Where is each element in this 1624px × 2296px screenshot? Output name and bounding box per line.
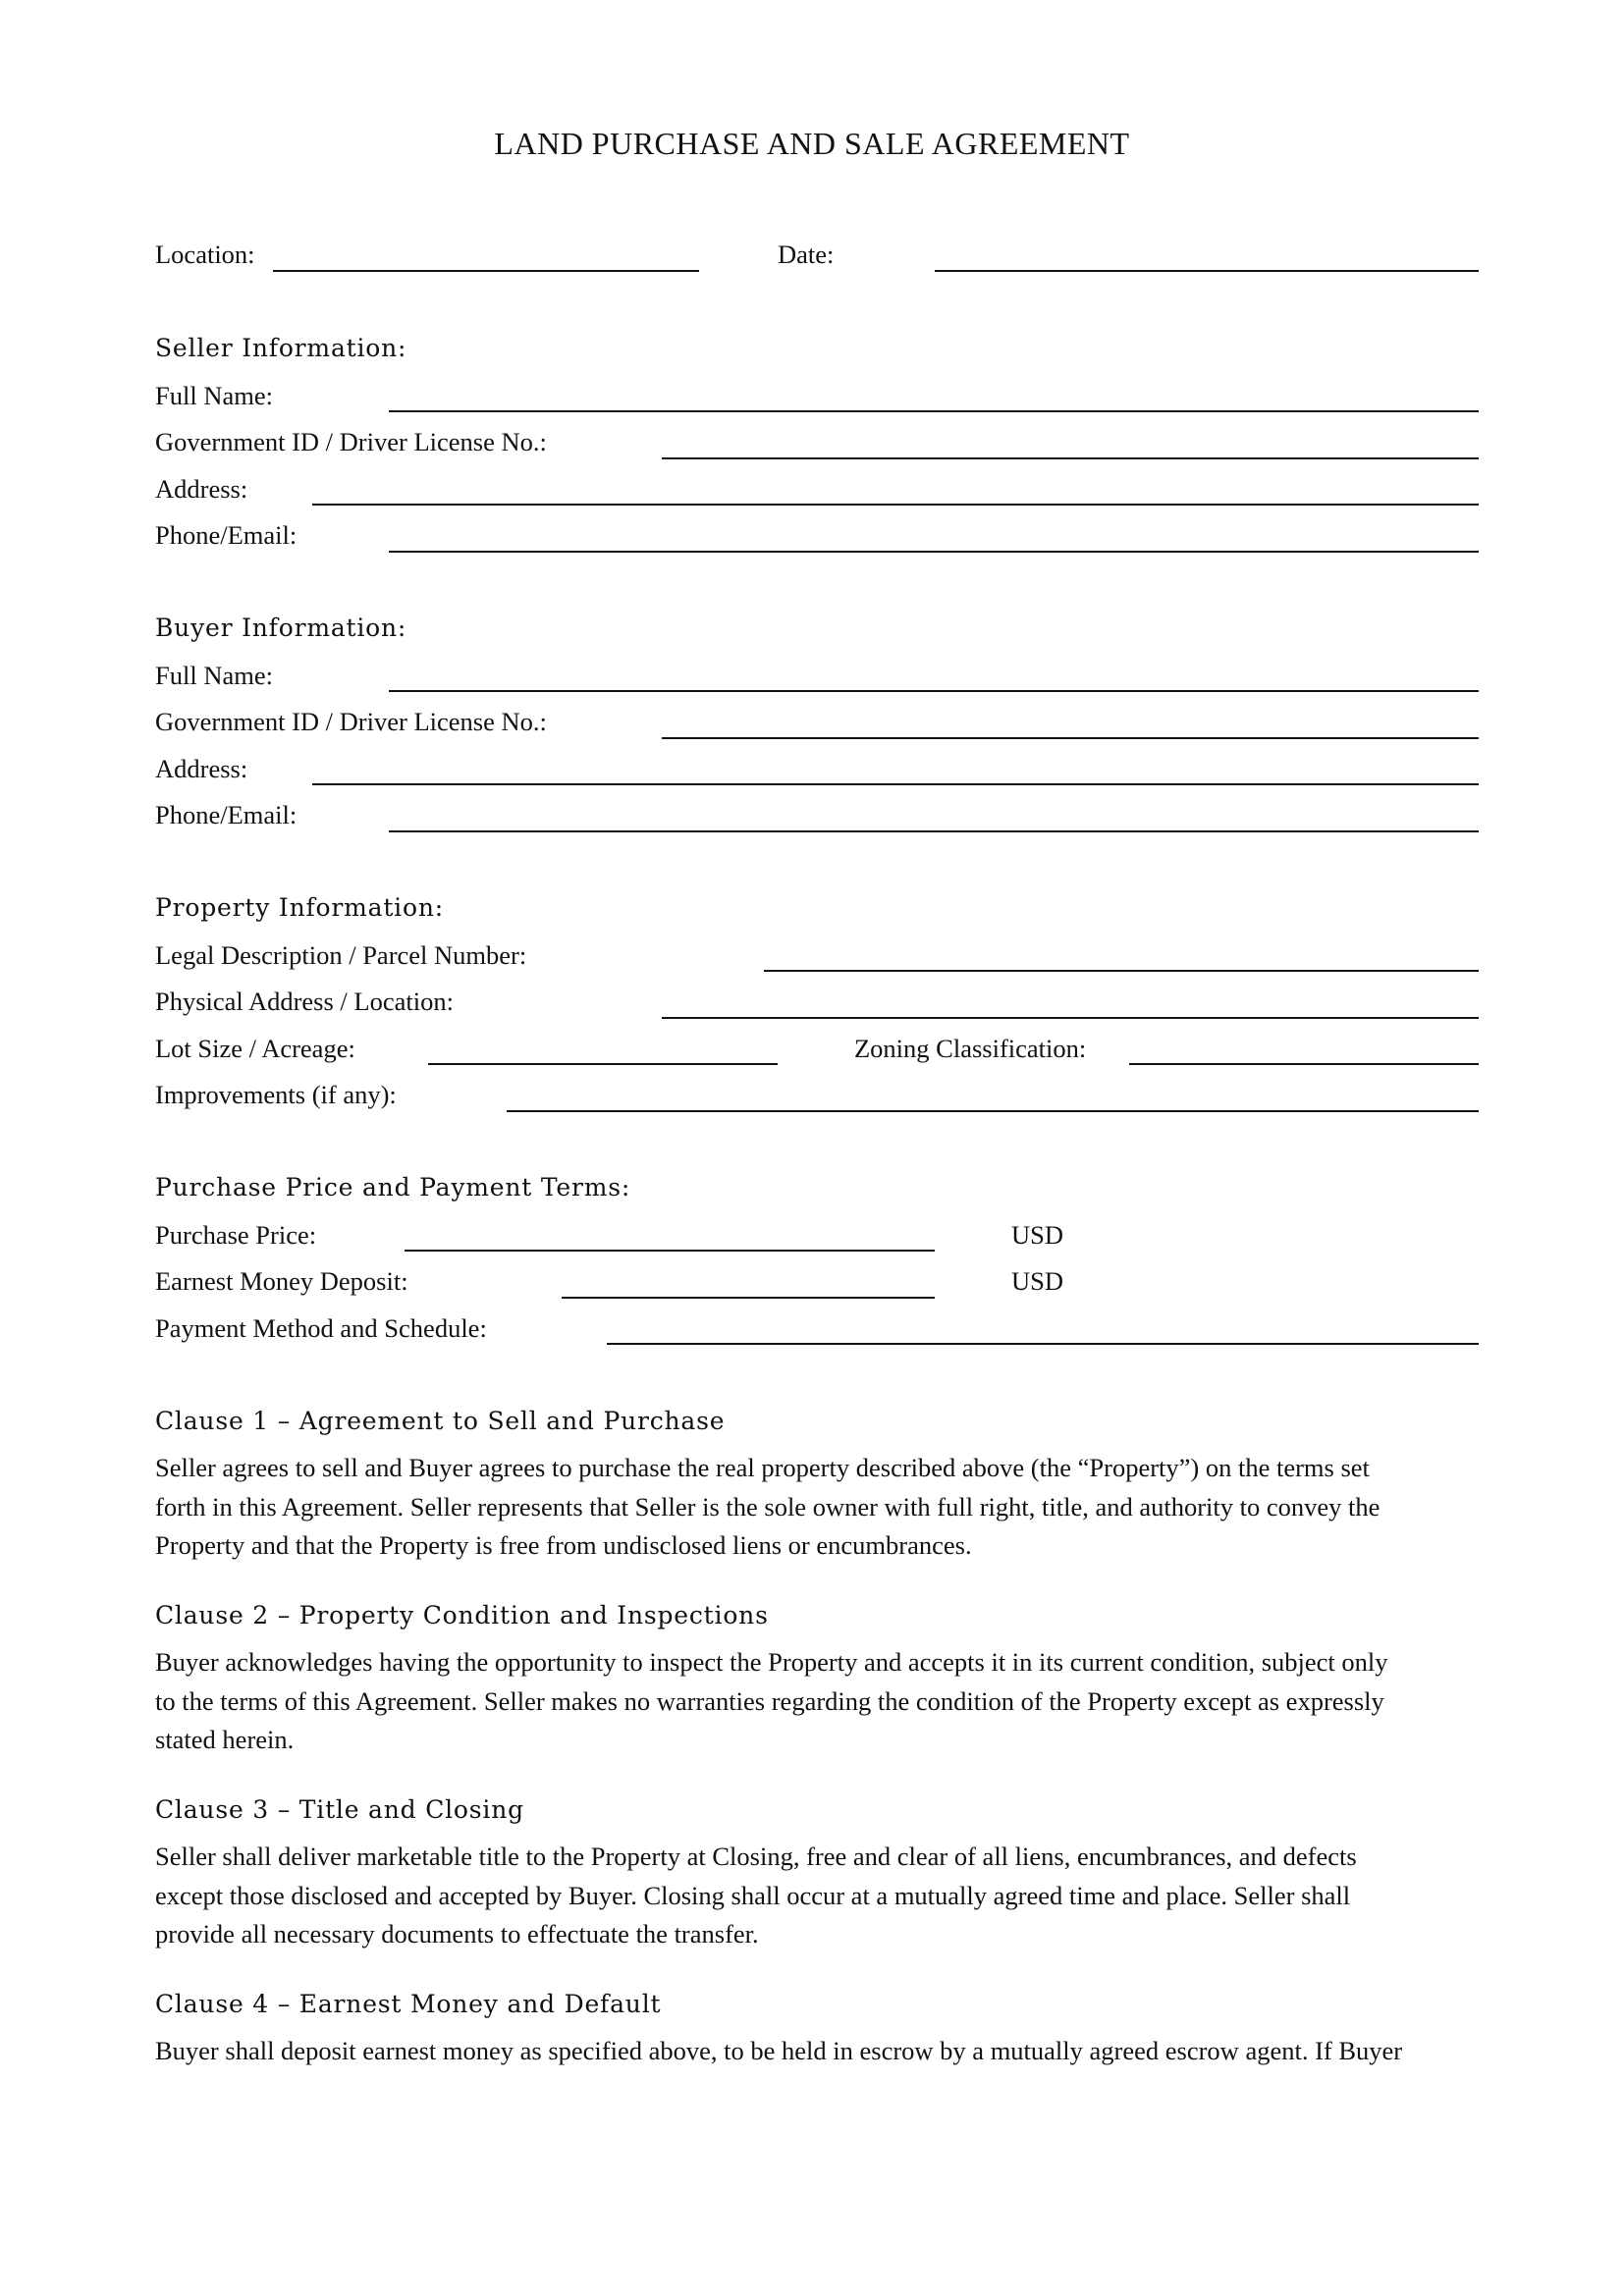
payment-method-field[interactable]: [607, 1343, 1479, 1345]
buyer-phone-email-field[interactable]: [389, 830, 1479, 832]
clause-3-body: [155, 1838, 1481, 1954]
clause-3-line: Seller shall deliver marketable title to the Property at Closing, free and clear of all liens, encumbrances, and defects: [155, 1842, 1357, 1871]
location-label: Location:: [155, 240, 255, 269]
earnest-money-field[interactable]: [562, 1297, 935, 1299]
location-field[interactable]: [273, 270, 699, 272]
purchase-price-label: Purchase Price:: [155, 1220, 317, 1250]
clause-2-line: to the terms of this Agreement. Seller makes no warranties regarding the condition of the Property except as expressly: [155, 1685, 1384, 1716]
clause-4-line: Buyer shall deposit earnest money as specified above, to be held in escrow by a mutually agreed escrow agent. If Buyer: [155, 2036, 1403, 2065]
buyer-address-label: Address:: [155, 754, 248, 783]
physical-address-field[interactable]: [662, 1017, 1479, 1019]
clause-2-line: stated herein.: [155, 1725, 295, 1754]
physical-address-label: Physical Address / Location:: [155, 987, 454, 1016]
clause-1-line: Property and that the Property is free from undisclosed liens or encumbrances.: [155, 1530, 972, 1560]
payment-section-heading: Purchase Price and Payment Terms:: [155, 1173, 631, 1201]
lot-size-label: Lot Size / Acreage:: [155, 1034, 355, 1063]
clause-3-heading: Clause 3 – Title and Closing: [155, 1795, 524, 1824]
purchase-price-field[interactable]: [405, 1250, 935, 1252]
date-field[interactable]: [935, 270, 1479, 272]
buyer-phone-email-label: Phone/Email:: [155, 800, 298, 829]
seller-gov-id-label: Government ID / Driver License No.:: [155, 427, 547, 456]
clause-2-body: [155, 1643, 1481, 1760]
buyer-address-field[interactable]: [312, 783, 1479, 785]
earnest-money-currency: USD: [1011, 1266, 1064, 1296]
seller-full-name-field[interactable]: [389, 410, 1479, 412]
clause-1-line: forth in this Agreement. Seller represents that Seller is the sole owner with full right, title, and authority to convey the: [155, 1491, 1380, 1522]
clause-1-line: Seller agrees to sell and Buyer agrees to purchase the real property described above (the “Property”) on the terms set: [155, 1453, 1370, 1482]
clause-2-heading: Clause 2 – Property Condition and Inspections: [155, 1601, 769, 1629]
seller-phone-email-field[interactable]: [389, 551, 1479, 553]
clause-1-heading: Clause 1 – Agreement to Sell and Purchase: [155, 1407, 726, 1435]
earnest-money-label: Earnest Money Deposit:: [155, 1266, 408, 1296]
legal-description-field[interactable]: [764, 970, 1479, 972]
seller-address-label: Address:: [155, 474, 248, 504]
improvements-label: Improvements (if any):: [155, 1080, 397, 1109]
zoning-label: Zoning Classification:: [854, 1034, 1087, 1063]
seller-phone-email-label: Phone/Email:: [155, 520, 298, 550]
clause-4-body: [155, 2032, 1481, 2071]
clause-2-line: Buyer acknowledges having the opportunity to inspect the Property and accepts it in its current condition, subject only: [155, 1647, 1388, 1677]
property-section-heading: Property Information:: [155, 893, 444, 922]
document-title: LAND PURCHASE AND SALE AGREEMENT: [494, 126, 1130, 161]
seller-full-name-label: Full Name:: [155, 381, 273, 410]
buyer-full-name-label: Full Name:: [155, 661, 273, 690]
legal-description-label: Legal Description / Parcel Number:: [155, 940, 527, 970]
buyer-section-heading: Buyer Information:: [155, 614, 407, 642]
clause-3-line: provide all necessary documents to effectuate the transfer.: [155, 1919, 759, 1949]
clause-3-line: except those disclosed and accepted by Buyer. Closing shall occur at a mutually agreed time and place. Seller shall: [155, 1880, 1351, 1910]
improvements-field[interactable]: [507, 1110, 1479, 1112]
seller-address-field[interactable]: [312, 504, 1479, 506]
buyer-gov-id-label: Government ID / Driver License No.:: [155, 707, 547, 736]
buyer-full-name-field[interactable]: [389, 690, 1479, 692]
lot-size-field[interactable]: [428, 1063, 778, 1065]
clause-4-heading: Clause 4 – Earnest Money and Default: [155, 1990, 662, 2018]
date-label: Date:: [778, 240, 835, 269]
clause-1-body: [155, 1449, 1481, 1566]
buyer-gov-id-field[interactable]: [662, 737, 1479, 739]
seller-section-heading: Seller Information:: [155, 334, 407, 362]
purchase-price-currency: USD: [1011, 1220, 1064, 1250]
payment-method-label: Payment Method and Schedule:: [155, 1313, 487, 1343]
zoning-field[interactable]: [1129, 1063, 1479, 1065]
seller-gov-id-field[interactable]: [662, 457, 1479, 459]
